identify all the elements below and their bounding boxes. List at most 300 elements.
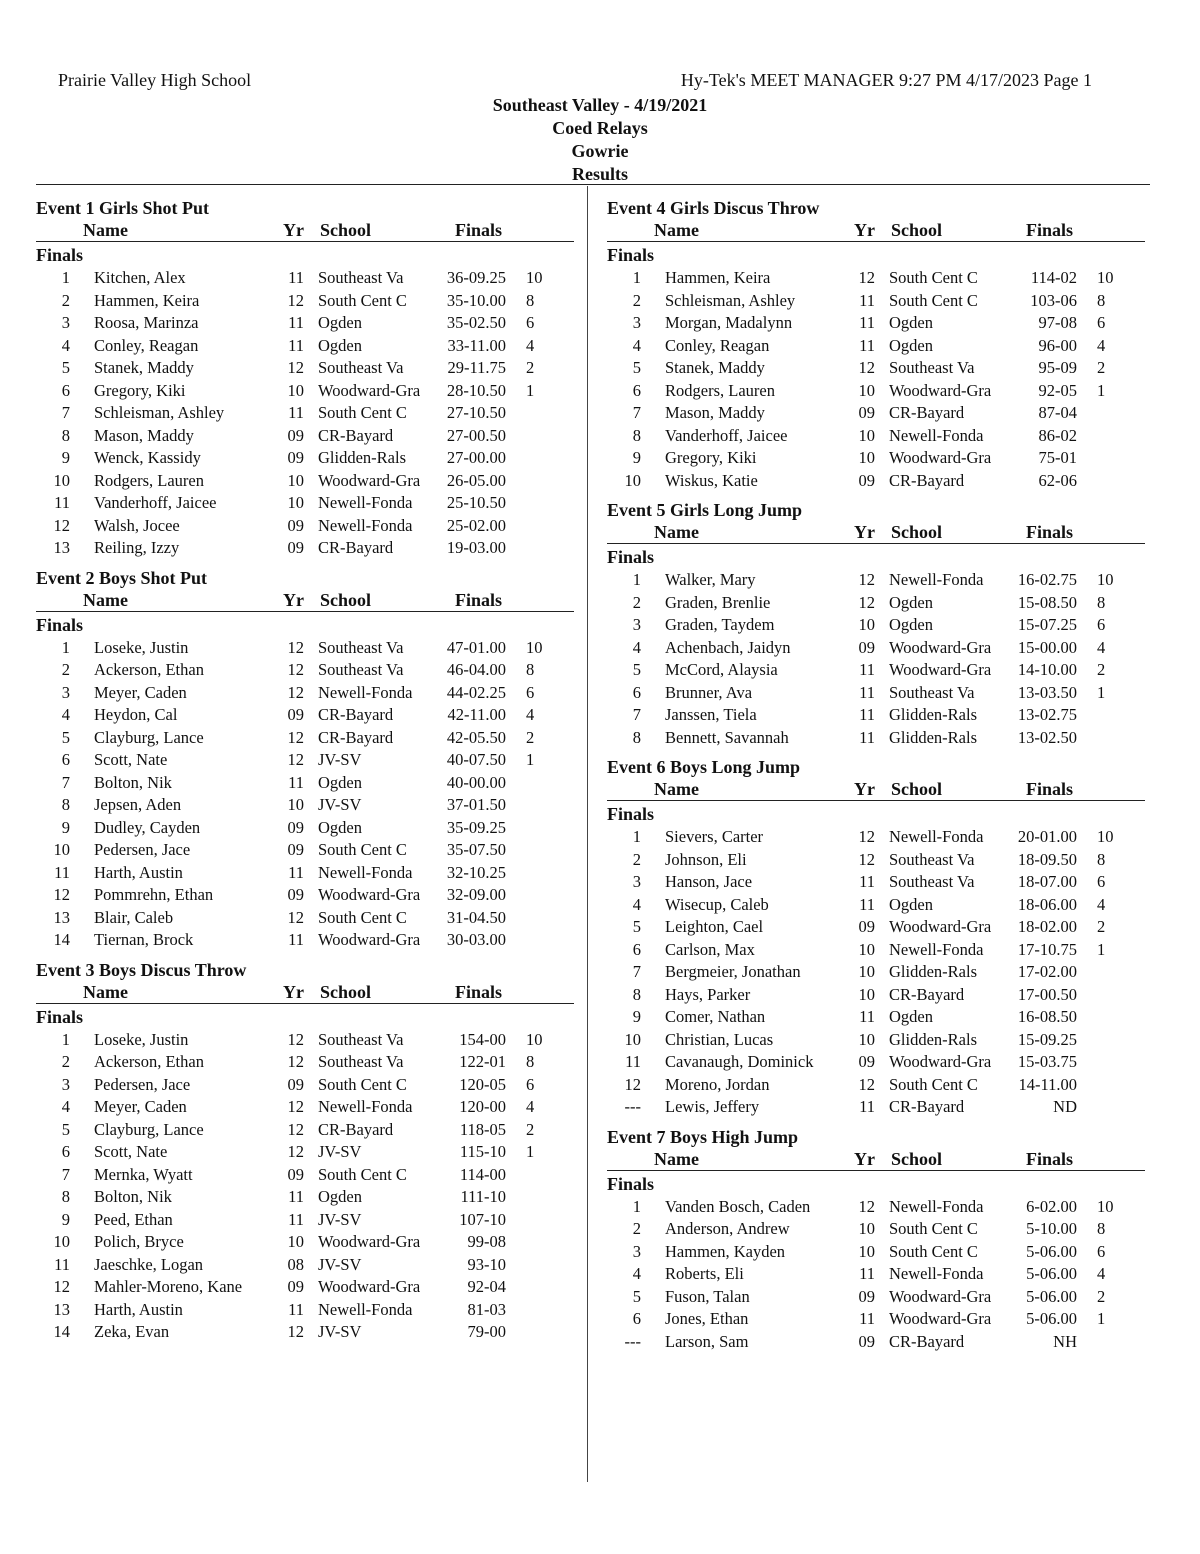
event-title: Event 4 Girls Discus Throw: [607, 198, 820, 218]
final-mark: 31-04.50: [446, 907, 506, 927]
result-row: [607, 1050, 1145, 1073]
school: Ogden: [889, 592, 933, 612]
school: Newell-Fonda: [318, 682, 413, 702]
place: 12: [53, 1277, 70, 1296]
place: 12: [624, 1074, 641, 1094]
header-school: School: [891, 220, 943, 240]
athlete-name: Vanden Bosch, Caden: [665, 1196, 811, 1216]
result-row: [607, 848, 1145, 871]
year: 12: [287, 1029, 304, 1049]
header-name: Name: [654, 522, 699, 542]
place: 4: [632, 1264, 641, 1283]
school: Glidden-Rals: [889, 1029, 977, 1049]
result-row: [607, 1307, 1145, 1330]
final-mark: 92-05: [1038, 380, 1077, 400]
place: 14: [53, 930, 70, 949]
school: South Cent C: [889, 1241, 978, 1261]
header-yr: Yr: [854, 522, 875, 542]
event-block: [607, 197, 1145, 491]
school: Woodward-Gra: [318, 1232, 421, 1251]
result-row: [607, 1073, 1145, 1096]
result-row: [36, 379, 574, 402]
result-row: [36, 1050, 574, 1073]
year: 11: [288, 268, 304, 287]
final-mark: 35-07.50: [446, 840, 506, 859]
school: CR-Bayard: [318, 727, 394, 747]
final-mark: 35-09.25: [446, 817, 506, 837]
year: 12: [287, 1052, 304, 1071]
athlete-name: Bolton, Nik: [94, 1187, 172, 1206]
final-mark: 103-06: [1030, 290, 1077, 310]
final-mark: 154-00: [459, 1029, 506, 1049]
header-name: Name: [83, 589, 128, 610]
school: Newell-Fonda: [318, 1299, 413, 1319]
header-yr: Yr: [854, 779, 875, 799]
athlete-name: Graden, Taydem: [665, 615, 775, 634]
year: 10: [287, 470, 304, 490]
final-mark: 40-07.50: [446, 750, 506, 769]
event-block: [36, 959, 574, 1343]
place: 5: [61, 727, 70, 747]
result-row: [36, 726, 574, 749]
athlete-name: Gregory, Kiki: [94, 380, 186, 400]
final-mark: 118-05: [459, 1119, 506, 1139]
points: 1: [1097, 380, 1106, 400]
year: 09: [858, 1331, 875, 1351]
school: Ogden: [318, 313, 362, 332]
place: 1: [632, 268, 641, 287]
place: 11: [54, 862, 70, 882]
school: Woodward-Gra: [889, 917, 992, 936]
final-mark: 6-02.00: [1026, 1196, 1077, 1216]
result-row: [607, 870, 1145, 893]
year: 11: [859, 1264, 875, 1283]
school: Southeast Va: [889, 358, 975, 377]
athlete-name: Morgan, Madalynn: [665, 313, 793, 332]
final-mark: 17-00.50: [1017, 984, 1077, 1004]
year: 09: [287, 817, 304, 837]
year: 09: [858, 1052, 875, 1071]
place: 2: [632, 592, 641, 612]
year: 09: [287, 1074, 304, 1094]
school: Newell-Fonda: [889, 1196, 984, 1216]
points: 1: [526, 1142, 535, 1161]
header-school: School: [891, 779, 943, 799]
athlete-name: Meyer, Caden: [94, 1097, 187, 1116]
final-mark: 35-02.50: [446, 313, 506, 332]
points: 10: [1097, 268, 1114, 287]
column-divider: [587, 186, 588, 1482]
year: 10: [858, 962, 875, 981]
athlete-name: Fuson, Talan: [665, 1286, 750, 1306]
final-mark: 46-04.00: [446, 660, 506, 679]
final-mark: 18-07.00: [1017, 872, 1077, 891]
athlete-name: Ackerson, Ethan: [94, 1052, 204, 1071]
school: JV-SV: [318, 795, 362, 814]
athlete-name: Scott, Nate: [94, 1142, 168, 1161]
year: 11: [288, 335, 304, 355]
athlete-name: Conley, Reagan: [665, 335, 770, 355]
athlete-name: McCord, Alaysia: [665, 660, 778, 679]
final-mark: 15-00.00: [1017, 637, 1077, 657]
athlete-name: Hanson, Jace: [665, 872, 753, 891]
school: Ogden: [889, 615, 933, 634]
place: 10: [53, 840, 70, 859]
final-mark: 13-02.50: [1017, 727, 1077, 747]
place: 5: [632, 917, 641, 936]
school: South Cent C: [318, 290, 407, 310]
school: Glidden-Rals: [318, 448, 406, 467]
athlete-name: Roberts, Eli: [665, 1264, 744, 1283]
place: 2: [632, 1219, 641, 1238]
points: 8: [526, 290, 535, 310]
athlete-name: Jaeschke, Logan: [94, 1254, 204, 1274]
points: 2: [1097, 660, 1106, 679]
school: South Cent C: [318, 840, 407, 859]
column-header: [607, 1148, 1145, 1171]
year: 12: [287, 727, 304, 747]
athlete-name: Meyer, Caden: [94, 682, 187, 702]
result-row: [36, 861, 574, 884]
year: 09: [858, 403, 875, 422]
points: 1: [526, 380, 535, 400]
place: 7: [632, 403, 641, 422]
final-mark: 5-10.00: [1026, 1219, 1077, 1238]
place: 3: [632, 615, 641, 634]
column-header: [36, 589, 574, 612]
year: 12: [858, 1074, 875, 1094]
final-mark: 86-02: [1038, 425, 1077, 445]
place: 6: [632, 682, 641, 702]
place: 8: [632, 727, 641, 747]
points: 1: [1097, 939, 1106, 959]
year: 09: [858, 637, 875, 657]
athlete-name: Kitchen, Alex: [94, 268, 186, 287]
final-mark: 26-05.00: [446, 470, 506, 490]
place: 14: [53, 1322, 70, 1341]
final-mark: 120-05: [459, 1074, 506, 1094]
header-finals: Finals: [1026, 220, 1074, 240]
points: 10: [526, 1029, 543, 1049]
school: Ogden: [889, 313, 933, 332]
athlete-name: Wisecup, Caleb: [665, 894, 769, 914]
athlete-name: Clayburg, Lance: [94, 727, 204, 747]
final-mark: 99-08: [467, 1232, 506, 1251]
school: Newell-Fonda: [889, 425, 984, 445]
athlete-name: Jones, Ethan: [665, 1309, 749, 1328]
column-header: [36, 981, 574, 1004]
event-title: Event 1 Girls Shot Put: [36, 198, 210, 218]
school: CR-Bayard: [889, 984, 965, 1004]
athlete-name: Blair, Caleb: [94, 907, 174, 927]
header-name: Name: [654, 1148, 699, 1169]
final-mark: 35-10.00: [446, 290, 506, 310]
result-row: [36, 838, 574, 861]
school: Southeast Va: [889, 682, 975, 702]
athlete-name: Zeka, Evan: [94, 1322, 170, 1341]
event-block: [607, 499, 1145, 748]
final-mark: 114-02: [1030, 268, 1077, 287]
year: 09: [287, 425, 304, 445]
points: 4: [1097, 1264, 1106, 1283]
points: 4: [1097, 894, 1106, 914]
place: 6: [632, 1309, 641, 1328]
year: 09: [287, 1164, 304, 1184]
school: Woodward-Gra: [318, 470, 421, 490]
year: 10: [858, 448, 875, 467]
points: 6: [1097, 313, 1106, 332]
school: Glidden-Rals: [889, 962, 977, 981]
place: 2: [632, 290, 641, 310]
place: 1: [61, 268, 70, 287]
place: 9: [632, 1007, 641, 1026]
result-row: [36, 334, 574, 357]
school: South Cent C: [889, 1074, 978, 1094]
school: South Cent C: [889, 1219, 978, 1238]
year: 10: [858, 380, 875, 400]
result-row: [607, 960, 1145, 983]
athlete-name: Walsh, Jocee: [94, 515, 180, 535]
athlete-name: Stanek, Maddy: [94, 358, 194, 377]
finals-section-label: Finals: [607, 804, 655, 824]
athlete-name: Pedersen, Jace: [94, 840, 191, 859]
athlete-name: Johnson, Eli: [665, 849, 747, 869]
final-mark: 5-06.00: [1026, 1286, 1077, 1306]
year: 12: [287, 1142, 304, 1161]
results-label: Results: [571, 164, 628, 184]
final-mark: 97-08: [1038, 313, 1077, 332]
final-mark: 81-03: [467, 1299, 506, 1319]
result-row: [607, 1262, 1145, 1285]
result-row: [607, 893, 1145, 916]
place: 8: [61, 1187, 70, 1206]
result-row: [607, 915, 1145, 938]
year: 11: [288, 1209, 304, 1229]
year: 11: [859, 1309, 875, 1328]
final-mark: 27-00.00: [446, 448, 506, 467]
result-row: [36, 289, 574, 312]
result-row: [36, 401, 574, 424]
points: 4: [1097, 335, 1106, 355]
final-mark: 40-00.00: [446, 772, 506, 792]
school: Southeast Va: [889, 849, 975, 869]
final-mark: 30-03.00: [446, 930, 506, 949]
year: 11: [288, 862, 304, 882]
points: 6: [1097, 615, 1106, 634]
athlete-name: Hammen, Kayden: [665, 1241, 786, 1261]
school: Southeast Va: [318, 1052, 404, 1071]
place: 10: [624, 470, 641, 490]
school: Southeast Va: [318, 268, 404, 287]
year: 11: [859, 335, 875, 355]
final-mark: 14-10.00: [1017, 660, 1077, 679]
points: 4: [526, 705, 535, 724]
school: CR-Bayard: [889, 403, 965, 422]
athlete-name: Reiling, Izzy: [94, 538, 180, 557]
year: 12: [287, 358, 304, 377]
place: 1: [61, 637, 70, 657]
place: 2: [61, 290, 70, 310]
place: 3: [632, 1241, 641, 1261]
athlete-name: Dudley, Cayden: [94, 817, 201, 837]
place: 1: [632, 827, 641, 846]
school: Newell-Fonda: [889, 827, 984, 846]
school: Woodward-Gra: [889, 380, 992, 400]
result-row: [36, 1118, 574, 1141]
final-mark: 5-06.00: [1026, 1241, 1077, 1261]
points: 6: [1097, 1241, 1106, 1261]
event-block: [607, 756, 1145, 1118]
result-row: [607, 1240, 1145, 1263]
meet-titles: [0, 94, 1200, 186]
athlete-name: Achenbach, Jaidyn: [665, 637, 791, 657]
final-mark: 27-10.50: [446, 403, 506, 422]
final-mark: 15-08.50: [1017, 592, 1077, 612]
final-mark: 115-10: [459, 1142, 506, 1161]
header-name: Name: [654, 220, 699, 240]
header-name: Name: [83, 981, 128, 1002]
school: South Cent C: [889, 290, 978, 310]
athlete-name: Cavanaugh, Dominick: [665, 1052, 814, 1071]
athlete-name: Hays, Parker: [665, 984, 751, 1004]
result-row: [36, 1185, 574, 1208]
result-row: [36, 658, 574, 681]
final-mark: 13-03.50: [1017, 682, 1077, 702]
place: 5: [632, 660, 641, 679]
points: 1: [1097, 1309, 1106, 1328]
year: 11: [288, 930, 304, 949]
athlete-name: Leighton, Cael: [665, 917, 764, 936]
athlete-name: Conley, Reagan: [94, 335, 199, 355]
athlete-name: Clayburg, Lance: [94, 1119, 204, 1139]
athlete-name: Brunner, Ava: [665, 682, 753, 702]
result-row: [36, 1275, 574, 1298]
header-finals: Finals: [1026, 522, 1074, 542]
final-mark: 16-08.50: [1017, 1007, 1077, 1026]
athlete-name: Anderson, Andrew: [665, 1219, 790, 1238]
result-row: [607, 311, 1145, 334]
finals-section-label: Finals: [36, 614, 84, 635]
result-row: [607, 1330, 1145, 1353]
athlete-name: Pommrehn, Ethan: [94, 885, 214, 904]
place: 7: [61, 1164, 70, 1184]
place: 9: [632, 448, 641, 467]
athlete-name: Heydon, Cal: [94, 705, 178, 724]
place: 4: [61, 335, 70, 355]
year: 11: [859, 313, 875, 332]
result-row: [36, 491, 574, 514]
year: 11: [859, 705, 875, 724]
year: 12: [287, 637, 304, 657]
school: Ogden: [889, 1007, 933, 1026]
year: 11: [288, 403, 304, 422]
school: JV-SV: [318, 750, 362, 769]
points: 8: [1097, 849, 1106, 869]
place: 4: [61, 705, 70, 724]
athlete-name: Sievers, Carter: [665, 827, 764, 846]
final-mark: 37-01.50: [446, 795, 506, 814]
points: 8: [526, 1052, 535, 1071]
year: 12: [287, 1097, 304, 1116]
school: Woodward-Gra: [318, 930, 421, 949]
school: Southeast Va: [318, 358, 404, 377]
points: 2: [526, 1119, 535, 1139]
year: 10: [858, 425, 875, 445]
athlete-name: Schleisman, Ashley: [665, 290, 796, 310]
result-row: [607, 379, 1145, 402]
header-school: School: [320, 981, 372, 1002]
points: 4: [1097, 637, 1106, 657]
school: Woodward-Gra: [889, 1052, 992, 1071]
year: 08: [287, 1254, 304, 1274]
header-yr: Yr: [283, 589, 304, 610]
final-mark: 79-00: [467, 1322, 506, 1341]
school: CR-Bayard: [318, 425, 394, 445]
result-row: [36, 1028, 574, 1051]
place: 3: [61, 313, 70, 332]
final-mark: 33-11.00: [447, 335, 506, 355]
school: South Cent C: [318, 1074, 407, 1094]
year: 10: [287, 795, 304, 814]
result-row: [36, 311, 574, 334]
event-title: Event 2 Boys Shot Put: [36, 567, 208, 588]
school: JV-SV: [318, 1209, 362, 1229]
athlete-name: Hammen, Keira: [94, 290, 200, 310]
year: 11: [859, 1007, 875, 1026]
school: Woodward-Gra: [318, 885, 421, 904]
final-mark: 17-02.00: [1017, 962, 1077, 981]
athlete-name: Christian, Lucas: [665, 1029, 774, 1049]
place: 10: [53, 1232, 70, 1251]
year: 10: [858, 1219, 875, 1238]
header-name: Name: [83, 220, 128, 240]
athlete-name: Jepsen, Aden: [94, 795, 182, 814]
final-mark: 15-09.25: [1017, 1029, 1077, 1049]
school: JV-SV: [318, 1142, 362, 1161]
points: 2: [526, 727, 535, 747]
final-mark: 18-06.00: [1017, 894, 1077, 914]
result-row: [607, 289, 1145, 312]
result-row: [607, 446, 1145, 469]
place: 5: [61, 1119, 70, 1139]
year: 11: [288, 772, 304, 792]
place: 4: [632, 637, 641, 657]
year: 11: [859, 660, 875, 679]
event-title: Event 6 Boys Long Jump: [607, 757, 801, 777]
school: CR-Bayard: [889, 470, 965, 490]
place: 8: [61, 425, 70, 445]
place: 4: [61, 1097, 70, 1116]
final-mark: 29-11.75: [447, 358, 506, 377]
final-mark: NH: [1053, 1331, 1077, 1351]
school: Woodward-Gra: [889, 1309, 992, 1328]
result-row: [607, 613, 1145, 636]
result-row: [36, 1163, 574, 1186]
year: 09: [287, 538, 304, 557]
year: 10: [858, 615, 875, 634]
result-row: [607, 401, 1145, 424]
result-row: [36, 748, 574, 771]
result-row: [36, 1073, 574, 1096]
meet-name: Southeast Valley - 4/19/2021: [492, 95, 708, 115]
school: Ogden: [889, 894, 933, 914]
school: Southeast Va: [889, 872, 975, 891]
school: South Cent C: [318, 1164, 407, 1184]
year: 09: [287, 840, 304, 859]
school: Southeast Va: [318, 1029, 404, 1049]
final-mark: 42-11.00: [447, 705, 506, 724]
place: 10: [53, 470, 70, 490]
